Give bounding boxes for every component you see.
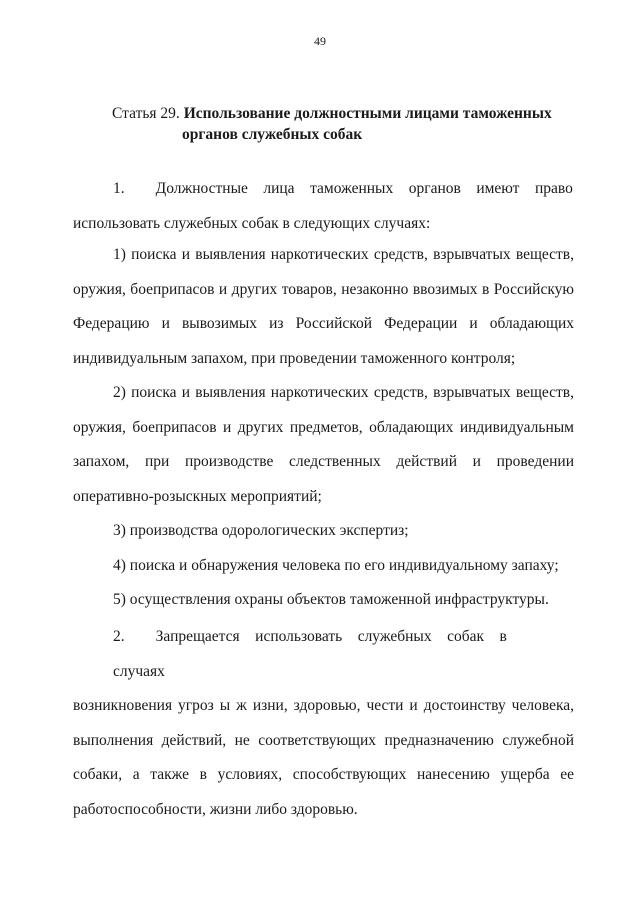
text-line: оперативно-розыскных мероприятий; [73,487,322,505]
text-line: 1) поиска и выявления наркотических средств, взрывчатых веществ, [113,246,574,263]
paragraph-2 [73,620,574,828]
text-line: 2. Запрещается использовать служебных собак в случаях [113,628,523,680]
text-line: возникновения угроз ы ж изни, здоровью, чести и достоинству человека, [73,697,574,715]
text-line: собаки, а также в условиях, способствующих нанесению ущерба ее [73,766,574,784]
paragraph-1 [73,172,574,241]
article-heading-line-1 [112,103,562,124]
text-line: 4) поиска и обнаружения человека по его индивидуальному запаху; [113,557,559,574]
article-title-part-1: Использование должностными лицами таможенных [183,105,552,122]
article-title-part-2: органов служебных собак [182,126,363,143]
text-line: 2) поиска и выявления наркотических средств, взрывчатых веществ, [113,384,574,401]
page-number: 49 [314,34,326,48]
text-line: запахом, при производстве следственных действий и проведении [73,453,574,471]
text-line: работоспособности, жизни либо здоровью. [73,800,358,818]
text-line: выполнения действий, не соответствующих предназначению служебной [73,731,574,749]
article-number: Статья 29. [112,105,184,122]
text-line: индивидуальным запахом, при проведении таможенного контроля; [73,349,516,367]
list-item-1 [73,238,574,376]
text-line: 5) осуществления охраны объектов таможенной инфраструктуры. [113,591,549,608]
list-item-2 [73,376,574,514]
text-line: оружия, боеприпасов и других предметов, обладающих индивидуальным [73,418,574,436]
text-line: использовать служебных собак в следующих случаях: [73,214,431,232]
text-line: оружия, боеприпасов и других товаров, незаконно ввозимых в Российскую [73,280,574,298]
text-line: Федерацию и вывозимых из Российской Федерации и обладающих [73,315,574,333]
list-item-5 [73,583,574,618]
article-heading [112,103,562,145]
text-line: 1. Должностные лица таможенных органов имеют право [113,180,573,197]
list-item-3 [73,514,574,549]
list-item-4 [73,549,574,584]
text-line: 3) производства одорологических экспертиз; [113,522,409,539]
